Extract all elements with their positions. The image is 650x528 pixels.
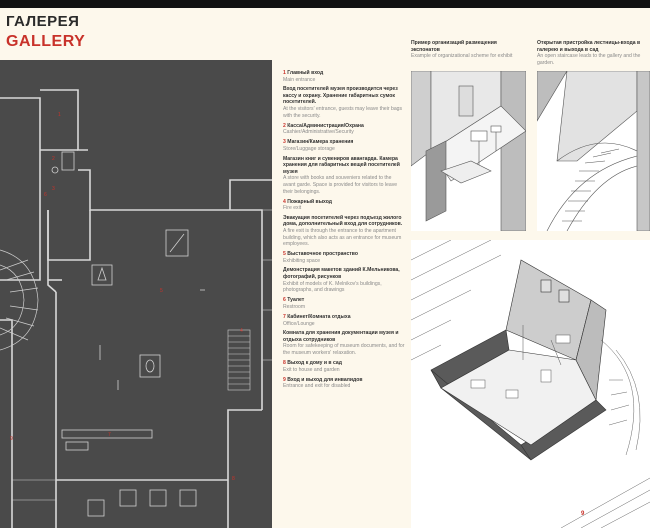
spiral-staircase: [0, 250, 38, 350]
staircase-drawing: [537, 71, 650, 231]
plan-label-1: 1: [58, 112, 61, 118]
top-bar: [0, 0, 650, 8]
exhibit-axonometric: [411, 71, 526, 231]
wall: [228, 410, 262, 528]
legend-item: 7 Кабинет/Комната отдыха Office/Lounge Комната для хранения документации музея и отдыха сотрудников Room for safekeeping of museum documents, and for the museum workers' relaxation.: [283, 314, 405, 356]
plan-label-7: 7: [108, 432, 111, 438]
wall: [40, 90, 88, 150]
caption-exhibit-scheme: Пример организаций размещения экспонатов Example of organizational scheme for exhibit: [411, 40, 513, 60]
floor-plan-drawing: [0, 60, 272, 528]
exhibit-furniture: [52, 152, 205, 516]
legend-item: 8 Выход к дому и в сад Exit to house and garden: [283, 360, 342, 373]
garden-arc: [601, 340, 640, 455]
plan-label-5: 5: [160, 288, 163, 294]
floor-plan: [0, 60, 272, 528]
wall: [230, 180, 272, 210]
legend-item: 1 Главный вход Main entrance Вход посетителей музея производится через кассу и охрану. Хранение габаритных сумок посетителей. At the visitors' entrance, guests may leave their bags with the security.: [283, 70, 403, 119]
page-title-ru: ГАЛЕРЕЯ: [6, 13, 80, 30]
page-number: 9: [581, 511, 585, 517]
gallery-drawing: [411, 240, 650, 528]
wall: [0, 98, 40, 210]
plan-label-2: 2: [52, 156, 55, 162]
legend-item: 4 Пожарный выход Fire exit Эвакуация посетителей через подъезд жилого дома, дополнительный вход для сотрудников. A fire exit is through the entrance to the apartment building, which also acts as an entrance for museum employees.: [283, 198, 403, 248]
legend-item: 3 Магазин/Камера хранения Store/Luggage storage Магазин книг и сувениров авангарда. Камера хранения для габаритных вещей посетителей музея A store with books and souveniers related to the avant garde. Space is provided for visitors to leave their belongings.: [283, 139, 400, 195]
staircase-axonometric: [537, 71, 650, 231]
legend-item: 5 Выставочное пространство Exhibiting space Демонстрация макетов зданий К.Мельникова, фотографий, рисунков Exhibit of models of K. Melnikov's buildings, photographs, and drawings: [283, 251, 400, 294]
plan-label-3: 3: [52, 186, 55, 192]
wall: [0, 210, 40, 280]
gallery-axonometric: [411, 240, 650, 528]
stair-treads-bottom: [12, 480, 56, 500]
legend-item: 2 Касса/Администрация/Охрана Cashier/Administrative/Security: [283, 122, 364, 136]
plan-label-9: 9: [10, 436, 13, 442]
legend-item: 6 Туалет Restroom: [283, 297, 306, 310]
wall: [78, 170, 262, 410]
exhibit-drawing: [411, 71, 526, 231]
page-title-en: GALLERY: [6, 33, 86, 50]
caption-staircase: Открытая пристройка лестницы-входа в галерею и выхода в сад An open staircase leads to the gallery and the garden.: [537, 40, 641, 66]
entrance-stairs: [228, 330, 250, 390]
exterior-grid: [262, 210, 272, 360]
legend: [283, 70, 405, 393]
plan-label-6: 6: [44, 192, 47, 198]
wall: [48, 210, 90, 260]
legend-item: 9 Вход и выход для инвалидов Entrance and exit for disabled: [283, 376, 363, 390]
plan-label-8: 8: [232, 476, 235, 482]
plan-label-4: 4: [240, 328, 243, 334]
wall: [0, 320, 12, 528]
